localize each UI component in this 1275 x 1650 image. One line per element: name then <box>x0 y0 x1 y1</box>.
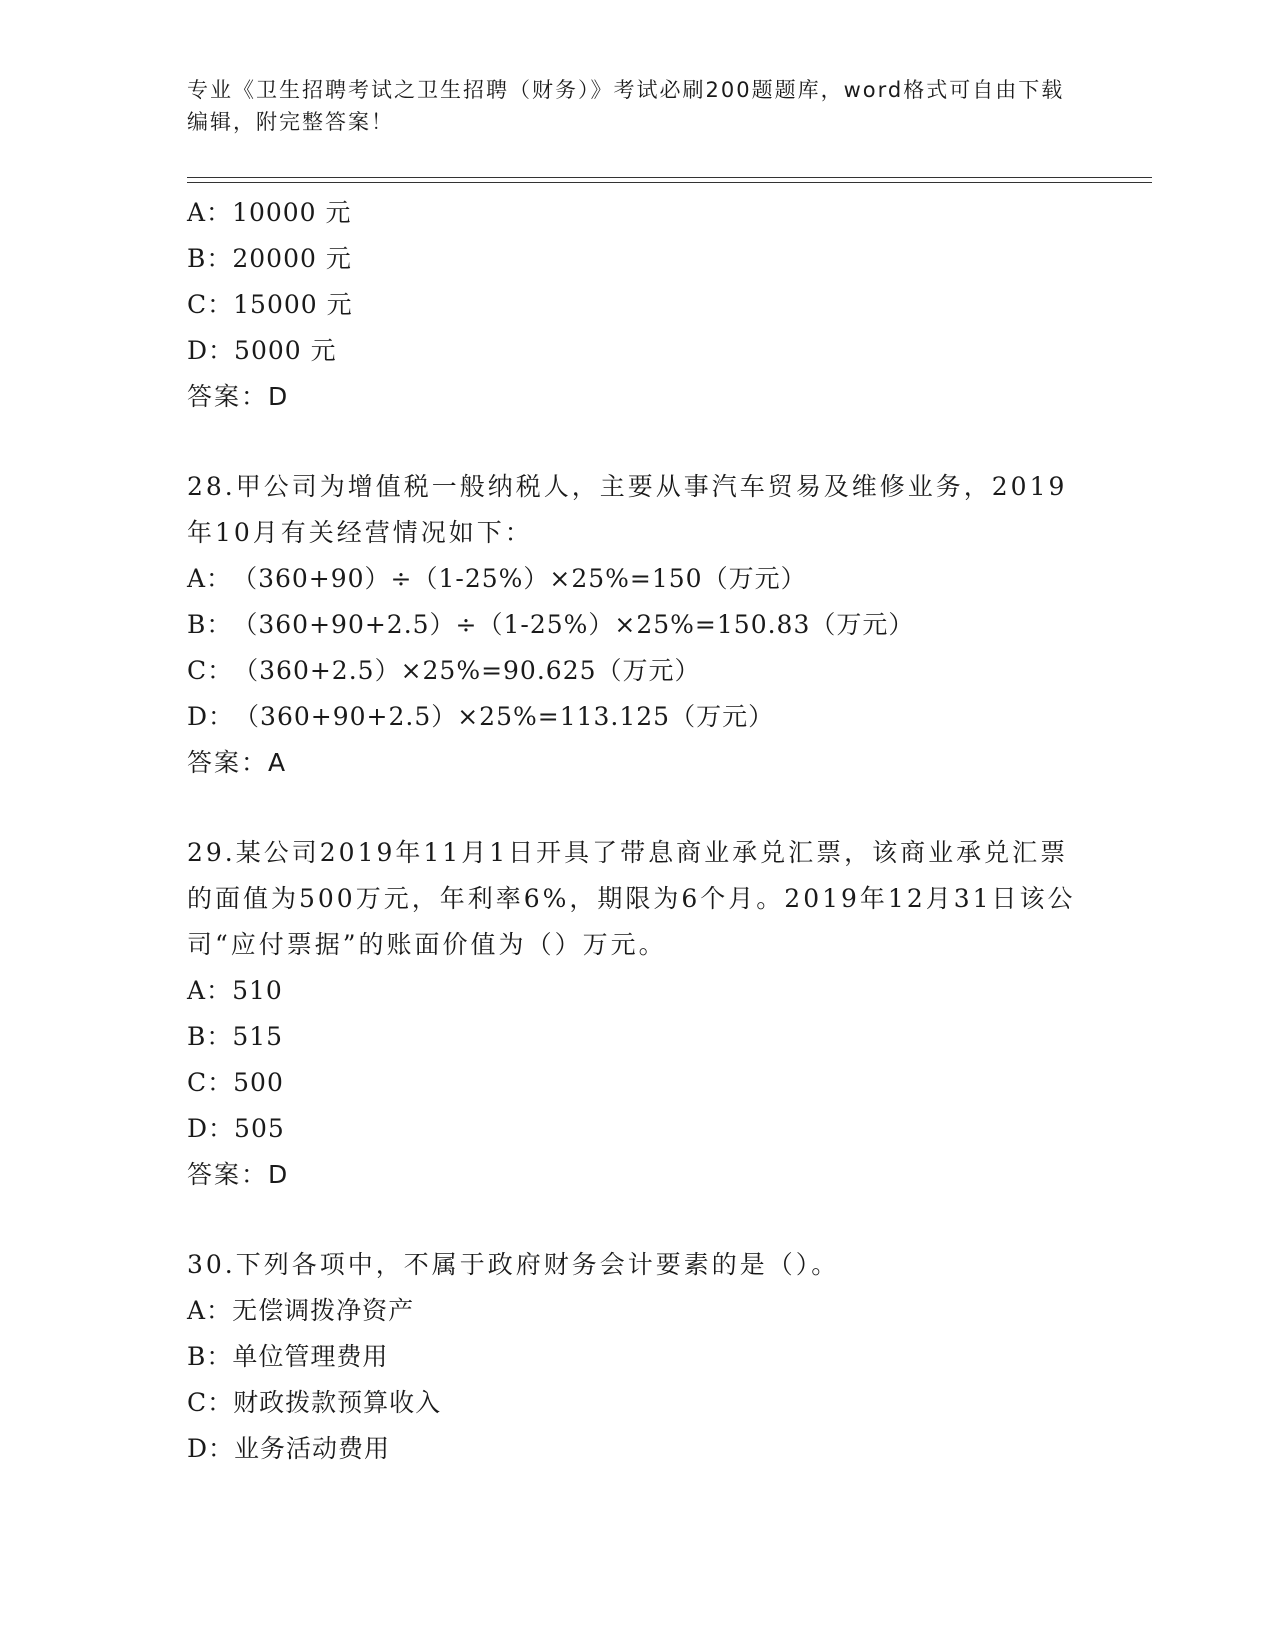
question-27 <box>187 190 1087 420</box>
option-text: （360+90+2.5）×25%=113.125（万元） <box>234 702 775 731</box>
option-c <box>187 648 1087 694</box>
question-text: 29.某公司2019年11月1日开具了带息商业承兑汇票，该商业承兑汇票的面值为500万元，年利率6%，期限为6个月。2019年12月31日该公司“应付票据”的账面价值为（）万元。 <box>187 838 1076 959</box>
option-label: B： <box>187 244 233 273</box>
answer: 答案：D <box>187 382 290 411</box>
option-label: C： <box>187 1068 234 1097</box>
option-a <box>187 968 1087 1014</box>
document-header: 专业《卫生招聘考试之卫生招聘（财务）》考试必刷200题题库，word格式可自由下载编辑，附完整答案！ <box>187 78 1065 134</box>
option-text: 500 <box>233 1068 284 1097</box>
option-label: D： <box>187 1114 235 1143</box>
option-text: 10000 元 <box>232 198 352 227</box>
option-text: 财政拨款预算收入 <box>233 1388 442 1417</box>
option-text: （360+90+2.5）÷（1-25%）×25%=150.83（万元） <box>232 610 915 639</box>
option-label: C： <box>187 290 234 319</box>
option-label: A： <box>187 976 233 1005</box>
option-text: 业务活动费用 <box>234 1434 391 1463</box>
option-a <box>187 190 1087 236</box>
option-text: 505 <box>234 1114 285 1143</box>
option-label: B： <box>187 1342 233 1371</box>
option-b <box>187 1334 1087 1380</box>
answer: 答案：A <box>187 748 288 777</box>
option-d <box>187 1106 1087 1152</box>
header-divider-bottom <box>187 182 1152 183</box>
option-a <box>187 1288 1087 1334</box>
option-text: 15000 元 <box>233 290 353 319</box>
option-c <box>187 1060 1087 1106</box>
option-b <box>187 602 1087 648</box>
spacer <box>187 786 1087 830</box>
option-label: A： <box>187 198 233 227</box>
option-d <box>187 1426 1087 1472</box>
option-d <box>187 694 1087 740</box>
question-29 <box>187 830 1087 1198</box>
question-list <box>187 190 1087 1472</box>
question-text: 28.甲公司为增值税一般纳税人，主要从事汽车贸易及维修业务，2019年10月有关经营情况如下： <box>187 472 1068 547</box>
option-label: B： <box>187 1022 233 1051</box>
option-label: A： <box>187 1296 233 1325</box>
question-text: 30.下列各项中，不属于政府财务会计要素的是（）。 <box>187 1250 840 1279</box>
option-text: 515 <box>232 1022 284 1051</box>
option-label: B： <box>187 610 233 639</box>
answer: 答案：D <box>187 1160 290 1189</box>
option-text: 20000 元 <box>232 244 352 273</box>
option-text: （360+90）÷（1-25%）×25%=150（万元） <box>232 564 807 593</box>
option-a <box>187 556 1087 602</box>
option-text: 无偿调拨净资产 <box>232 1296 415 1325</box>
option-text: 510 <box>232 976 283 1005</box>
option-label: D： <box>187 702 235 731</box>
option-label: C： <box>187 656 234 685</box>
option-label: C： <box>187 1388 234 1417</box>
option-d <box>187 328 1087 374</box>
spacer <box>187 1198 1087 1242</box>
option-text: 5000 元 <box>234 336 337 365</box>
question-28 <box>187 464 1087 786</box>
spacer <box>187 420 1087 464</box>
question-30 <box>187 1242 1087 1472</box>
option-b <box>187 1014 1087 1060</box>
option-label: D： <box>187 1434 235 1463</box>
option-text: 单位管理费用 <box>232 1342 389 1371</box>
option-c <box>187 1380 1087 1426</box>
option-b <box>187 236 1087 282</box>
option-label: D： <box>187 336 235 365</box>
option-c <box>187 282 1087 328</box>
option-text: （360+2.5）×25%=90.625（万元） <box>233 656 701 685</box>
option-label: A： <box>187 564 233 593</box>
header-divider-top <box>187 177 1152 178</box>
